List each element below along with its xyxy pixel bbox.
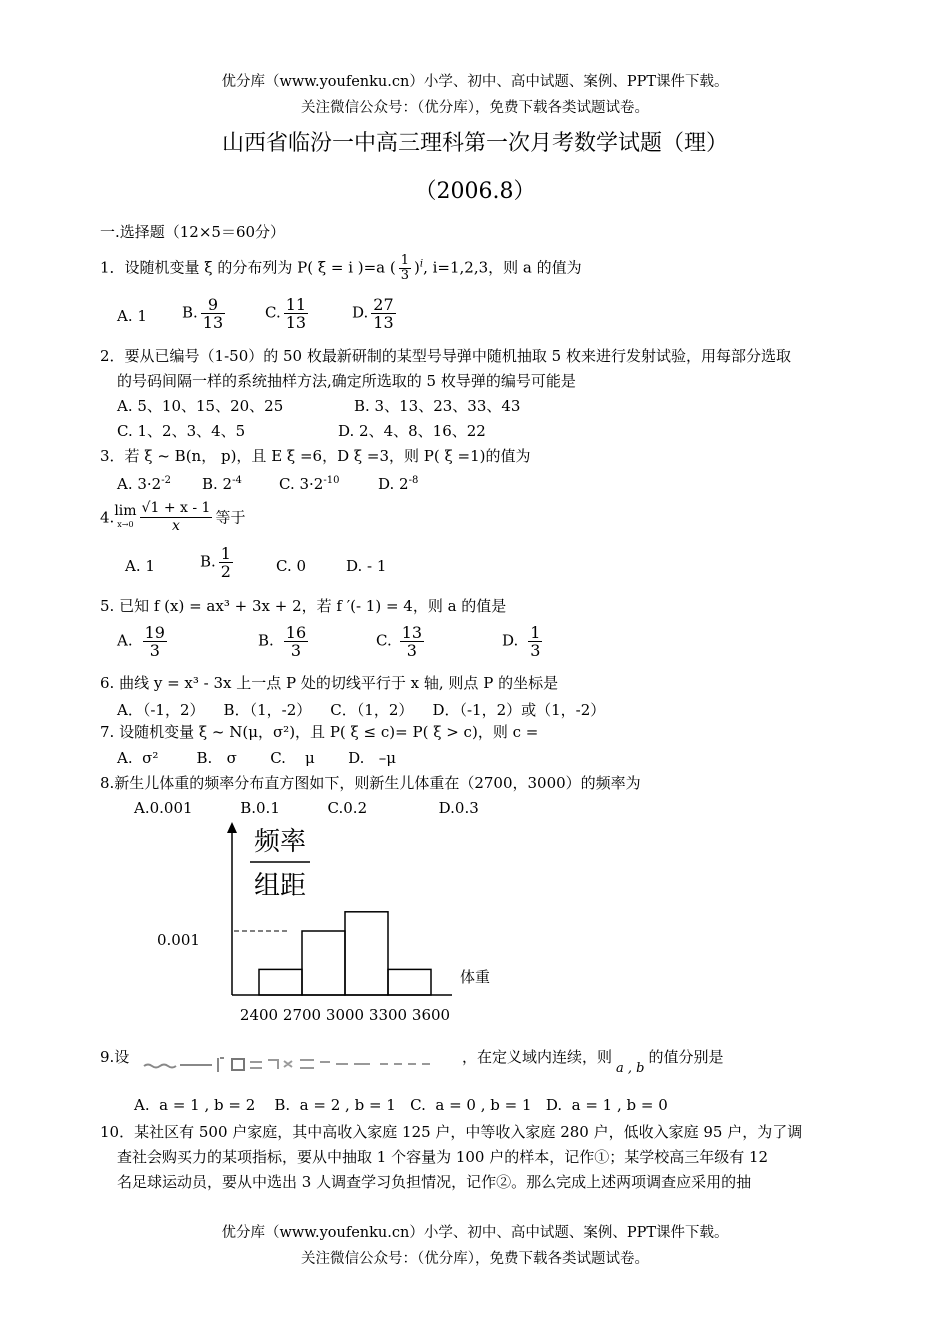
q4-limit [114, 504, 136, 532]
q9-text-post [462, 1047, 724, 1076]
q5-c-den: 3 [406, 641, 417, 660]
question-10-line-1: 10．某社区有 500 户家庭，其中高收入家庭 125 户，中等收入家庭 280 户，低收入家庭 95 户，为了调 [100, 1123, 803, 1141]
q1-c-label: C. [265, 303, 281, 322]
q5-option-a [117, 624, 170, 659]
q5-option-c [376, 624, 427, 659]
question-2-line-1: 2．要从已编号（1-50）的 50 枚最新研制的某型号导弹中随机抽取 5 枚来进行发射试验，用每部分选取 [100, 347, 791, 365]
q4-b-frac [219, 545, 233, 580]
y-label-top: 频率 [253, 827, 307, 857]
histogram-bar-3300-3600 [388, 969, 431, 995]
q1-d-label: D. [352, 303, 369, 322]
q5-option-b [258, 624, 311, 659]
question-1: 1．设随机变量 ξ 的分布列为 P( ξ = i )=a ( $\frac{1}{3}$ )$^i$, i=1,2,3，则 a 的值为 [100, 253, 582, 283]
q5-b-den: 3 [290, 641, 302, 660]
q9-post: ，在定义域内连续，则 [462, 1048, 613, 1066]
q1-option-a: A. 1 [117, 307, 147, 325]
header-line-2: 关注微信公众号：（优分库），免费下载各类试题试卷。 [301, 100, 649, 116]
question-9 [100, 1047, 129, 1067]
x-tick-3600: 3600 [411, 1006, 451, 1024]
histogram-bar-2400-2700 [259, 969, 302, 995]
q2-option-d: D. 2、4、8、16、22 [338, 422, 486, 440]
q1-b-num: 9 [201, 296, 225, 314]
q4-fraction [140, 500, 213, 535]
q1-frac-num: 1 [400, 253, 410, 268]
question-7: 7. 设随机变量 ξ ~ N(μ，σ²)，且 P( ξ ≤ c)= P( ξ > c)，则 c = [100, 723, 539, 741]
q3-c-exp: -10 [323, 475, 340, 486]
q2-option-b: B. 3、13、23、33、43 [354, 397, 521, 415]
question-6: 6. 曲线 y = x³ - 3x 上一点 P 处的切线平行于 x 轴, 则点 P 的坐标是 [100, 674, 559, 692]
x-tick-3000: 3000 [325, 1006, 365, 1024]
q2-option-a: A. 5、10、15、20、25 [117, 397, 284, 415]
q4-numerator: √1 + x - 1 [141, 500, 211, 516]
q4-lim-sub: x→0 [117, 519, 134, 529]
q4-option-a: A. 1 [125, 557, 155, 575]
q3-a-exp: -2 [161, 475, 171, 486]
q1-option-d [352, 296, 399, 331]
q6-options: A．（-1，2） B．（1，-2） C．（1，2） D．（-1，2）或（1，-2） [117, 701, 606, 719]
question-8: 8.新生儿体重的频率分布直方图如下，则新生儿体重在（2700，3000）的频率为 [100, 774, 641, 792]
q5-c-label: C. [376, 631, 392, 650]
q1-text-post: , i=1,2,3，则 a 的值为 [423, 258, 582, 277]
footer-line-2: 关注微信公众号：（优分库），免费下载各类试题试卷。 [301, 1251, 649, 1267]
q9-number: 9.设 [100, 1048, 130, 1066]
section-heading: 一.选择题（12×5＝60分） [100, 223, 286, 241]
q5-a-num: 19 [144, 623, 165, 642]
question-5: 5. 已知 f (x) = ax³ + 3x + 2，若 f ′(- 1) = 4，则 a 的值是 [100, 597, 507, 615]
q1-option-c [265, 296, 311, 331]
q1-b-label: B. [182, 303, 198, 322]
q5-b-num: 16 [285, 623, 307, 642]
histogram-bar-2700-3000 [302, 931, 345, 995]
q1-c-den: 13 [285, 313, 307, 332]
x-tick-labels [240, 1006, 450, 1024]
q4-text-post: 等于 [215, 508, 246, 527]
question-2-line-2: 的号码间隔一样的系统抽样方法,确定所选取的 5 枚导弹的编号可能是 [117, 372, 576, 390]
q1-frac-den: 3 [400, 268, 410, 283]
question-3: 3．若 ξ ~ B(n， p)，且 E ξ =6，D ξ =3，则 P( ξ =1)的值为 [100, 447, 531, 465]
q3-a-base: A. 3·2 [117, 475, 162, 493]
question-4 [100, 500, 245, 535]
q3-d-base: D. 2 [378, 475, 409, 493]
question-10-line-3: 名足球运动员，要从中选出 3 人调查学习负担情况，记作②。那么完成上述两项调查应采用的抽 [117, 1173, 752, 1191]
x-tick-2400: 2400 [239, 1006, 279, 1024]
footer-line-1: 优分库（www.youfenku.cn）小学、初中、高中试题、案例、PPT课件下载。 [221, 1225, 729, 1241]
q1-fraction [399, 254, 411, 283]
q3-d-exp: -8 [408, 475, 419, 486]
q1-b-frac [201, 296, 225, 331]
q5-d-num: 1 [530, 623, 541, 642]
q3-option-c [279, 471, 339, 494]
q1-d-num: 27 [373, 295, 394, 314]
y-label-bottom: 组距 [253, 871, 307, 901]
q5-d-den: 3 [530, 641, 541, 660]
q9-options: A. a = 1 , b = 2 B. a = 2 , b = 1 C. a = 0 , b = 1 D. a = 1 , b = 0 [134, 1096, 668, 1114]
q3-b-exp: -4 [232, 475, 242, 486]
header-line-1: 优分库（www.youfenku.cn）小学、初中、高中试题、案例、PPT课件下载。 [221, 74, 729, 90]
q4-option-b [200, 545, 236, 580]
x-tick-3300: 3300 [368, 1006, 408, 1024]
x-tick-2700: 2700 [282, 1006, 322, 1024]
histogram-bars [259, 912, 431, 995]
q4-option-d: D. - 1 [346, 557, 387, 575]
q8-options: A.0.001 B.0.1 C.0.2 D.0.3 [134, 799, 479, 817]
q3-option-b [202, 471, 242, 494]
q5-d-frac [528, 624, 542, 659]
q4-option-c: C. 0 [276, 557, 307, 575]
q1-text-pre: 1．设随机变量 ξ 的分布列为 P( ξ = i )=a ( [100, 258, 396, 277]
q4-b-label: B. [200, 552, 216, 571]
q3-b-base: B. 2 [202, 475, 233, 493]
y-tick-label: 0.001 [157, 931, 200, 949]
q4-number: 4. [100, 508, 115, 527]
q4-lim-word: lim [114, 502, 137, 519]
q9-vars: a , b [616, 1061, 645, 1076]
q5-d-label: D. [502, 631, 519, 650]
q1-b-den: 13 [202, 313, 224, 332]
q9-garbled-formula [140, 1054, 460, 1074]
q9-tail: 的值分别是 [648, 1048, 724, 1066]
q5-a-den: 3 [149, 641, 160, 660]
q5-c-frac [400, 624, 424, 659]
q5-a-frac [143, 624, 167, 659]
histogram-chart [0, 820, 950, 1040]
q7-options: A. σ² B. σ C. μ D. –μ [117, 749, 396, 767]
q1-exponent: i [419, 258, 424, 270]
question-10-line-2: 查社会购买力的某项指标，要从中抽取 1 个容量为 100 户的样本，记作①；某学校高三年级有 12 [117, 1148, 769, 1166]
q5-b-frac [284, 624, 308, 659]
q3-c-base: C. 3·2 [279, 475, 324, 493]
q3-option-d [378, 471, 418, 494]
q1-option-b [182, 296, 228, 331]
q5-a-label: A. [117, 631, 133, 650]
q2-option-c: C. 1、2、3、4、5 [117, 422, 246, 440]
exam-date: （2006.8） [414, 179, 536, 204]
y-axis-arrow-icon [227, 822, 237, 833]
q1-c-num: 11 [285, 295, 307, 314]
page-title: 山西省临汾一中高三理科第一次月考数学试题（理） [221, 131, 728, 156]
histogram-bar-3000-3300 [345, 912, 388, 995]
q5-option-d [502, 624, 545, 659]
q4-b-den: 2 [220, 562, 231, 581]
q3-option-a [117, 471, 171, 494]
q1-c-frac [284, 296, 308, 331]
q1-d-frac [371, 296, 395, 331]
q1-d-den: 13 [373, 313, 394, 332]
q4-b-num: 1 [220, 544, 231, 563]
q5-c-num: 13 [401, 623, 423, 642]
q4-denominator: x [172, 518, 180, 534]
x-axis-label: 体重 [460, 968, 491, 986]
q5-b-label: B. [258, 631, 274, 650]
